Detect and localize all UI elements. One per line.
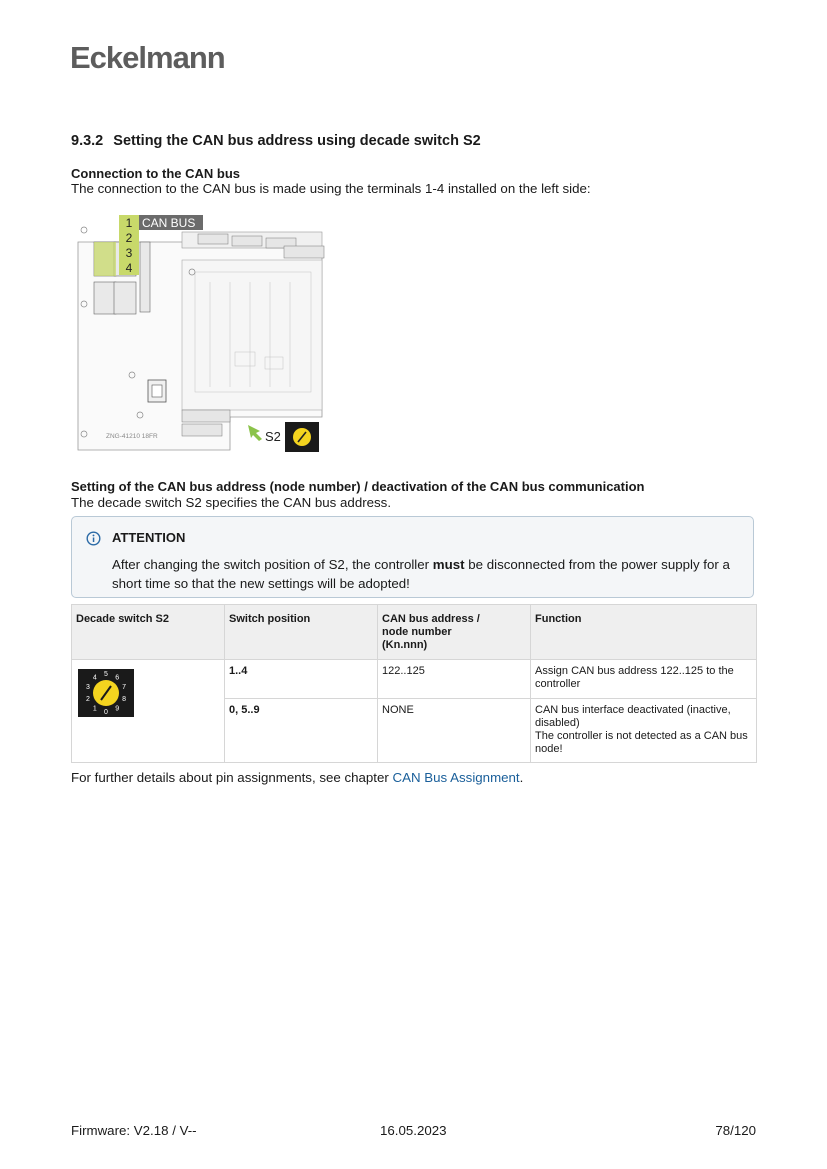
connection-text: The connection to the CAN bus is made using the terminals 1-4 installed on the left side:: [71, 181, 591, 196]
further-text-after: .: [519, 770, 524, 785]
switch-table: [71, 604, 757, 763]
can-terminal-labels: [119, 215, 139, 275]
section-number: 9.3.2: [71, 133, 104, 149]
function-line-2: The controller is not detected as a CAN bus node!: [535, 730, 748, 755]
header-switch-position: Switch position: [225, 605, 378, 660]
address-none: NONE: [378, 699, 531, 763]
function-assign: Assign CAN bus address 122..125 to the controller: [531, 660, 757, 699]
footer-page-number: 78/120: [715, 1123, 756, 1138]
decade-switch-image: [78, 669, 138, 719]
controller-device-diagram: [70, 212, 335, 452]
can-bus-assignment-link[interactable]: CAN Bus Assignment: [392, 770, 520, 785]
info-icon: [86, 531, 101, 546]
header-can-address: [378, 605, 531, 660]
attention-text: [112, 555, 742, 593]
dial-digit-0: 0: [104, 708, 108, 716]
header-can-address-text: CAN bus address / node number (Kn.nnn): [382, 613, 480, 651]
attention-box: [71, 516, 754, 598]
dial-digit-9: 9: [115, 704, 120, 712]
attention-text-after: be disconnected from the power supply for a short time so that the new settings will be adopted!: [112, 557, 730, 591]
dial-digit-6: 6: [115, 674, 120, 682]
decade-switch-image-cell: [72, 660, 225, 763]
dial-digit-2: 2: [85, 695, 90, 703]
dial-digit-3: 3: [85, 683, 90, 691]
address-122-125: 122..125: [378, 660, 531, 699]
part-number-label: ZNG-41210 18FR: [106, 433, 158, 440]
further-details-text: [71, 770, 523, 785]
further-text-before: For further details about pin assignments, see chapter: [71, 770, 393, 785]
section-heading: [71, 133, 481, 149]
can-bus-label: CAN BUS: [142, 216, 196, 230]
terminal-3: 3: [125, 246, 133, 260]
footer-date: 16.05.2023: [380, 1123, 447, 1138]
table-row: [72, 660, 757, 699]
arrow-icon: [248, 425, 262, 441]
setting-heading: Setting of the CAN bus address (node number) / deactivation of the CAN bus communication: [71, 479, 645, 494]
section-title: Setting the CAN bus address using decade switch S2: [113, 133, 481, 149]
table-header-row: [72, 605, 757, 660]
attention-text-before: After changing the switch position of S2, the controller: [112, 557, 433, 572]
dial-digit-5: 5: [104, 670, 108, 678]
function-line-1: CAN bus interface deactivated (inactive, disabled): [535, 704, 731, 729]
eckelmann-logo: Eckelmann: [70, 40, 225, 75]
dial-digit-8: 8: [122, 695, 127, 703]
terminal-4: 4: [125, 261, 133, 275]
terminal-2: 2: [125, 231, 133, 245]
attention-text-bold: must: [432, 557, 465, 572]
s2-label: S2: [265, 429, 281, 444]
dial-digit-1: 1: [92, 704, 97, 712]
dial-digit-7: 7: [122, 683, 127, 691]
function-deactivated: [531, 699, 757, 763]
connection-heading: Connection to the CAN bus: [71, 166, 240, 181]
footer-firmware: Firmware: V2.18 / V--: [71, 1123, 197, 1138]
setting-text: The decade switch S2 specifies the CAN bus address.: [71, 495, 392, 510]
dial-digit-4: 4: [92, 674, 97, 682]
header-function: Function: [531, 605, 757, 660]
position-0-5-9: 0, 5..9: [225, 699, 378, 763]
attention-title: ATTENTION: [112, 530, 186, 545]
header-decade-switch: Decade switch S2: [72, 605, 225, 660]
position-1-4: 1..4: [225, 660, 378, 699]
terminal-1: 1: [125, 216, 133, 230]
